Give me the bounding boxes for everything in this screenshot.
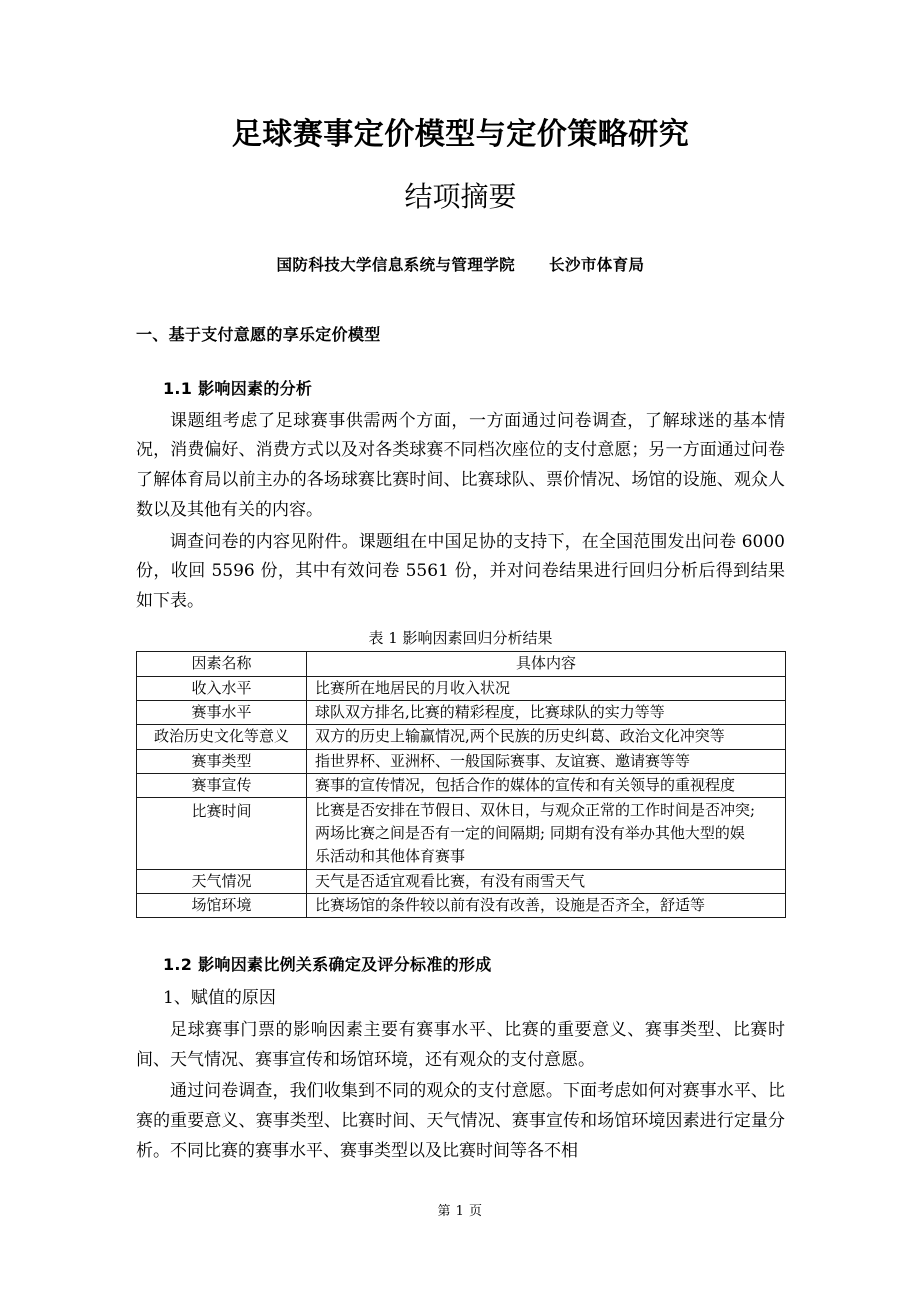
document-subtitle: 结项摘要 [404,179,517,213]
paragraph-1-1-a: 课题组考虑了足球赛事供需两个方面，一方面通过问卷调查，了解球迷的基本情况，消费偏好、消费方式以及对各类球赛不同档次座位的支付意愿；另一方面通过问卷了解体育局以前主办的各场球赛比赛时间、比赛球队、票价情况、场馆的设施、观众人数以及其他有关的内容。 [136,410,785,520]
table-cell-detail: 球队双方排名,比赛的精彩程度，比赛球队的实力等等 [307,701,786,725]
table-row [137,869,786,893]
document-title: 足球赛事定价模型与定价策略研究 [231,117,690,152]
table-cell-detail: 比赛所在地居民的月收入状况 [307,676,786,700]
table-row [137,773,786,797]
section-heading-1-2: 1.2 影响因素比例关系确定及评分标准的形成 [163,955,492,975]
table-cell-factor-name: 赛事宣传 [137,773,307,797]
table-cell-detail-line: 比赛是否安排在节假日、双休日，与观众正常的工作时间是否冲突; [315,801,756,820]
table-cell-detail: 指世界杯、亚洲杯、一般国际赛事、友谊赛、邀请赛等等 [307,749,786,773]
table-cell-factor-name: 赛事水平 [137,701,307,725]
table-cell-detail: 赛事的宣传情况，包括合作的媒体的宣传和有关领导的重视程度 [307,773,786,797]
table-caption: 表 1 影响因素回归分析结果 [368,628,553,647]
table-cell-detail: 天气是否适宜观看比赛，有没有雨雪天气 [307,869,786,893]
table-cell-detail-line: 乐活动和其他体育赛事 [315,846,466,865]
table-cell-factor-name: 赛事类型 [137,749,307,773]
table-cell-detail [307,798,786,869]
table-cell-factor-name: 比赛时间 [137,798,307,869]
table-cell-factor-name: 场馆环境 [137,893,307,917]
table-row [137,798,786,869]
section-heading-1: 一、基于支付意愿的享乐定价模型 [136,324,381,344]
table-cell-detail: 比赛场馆的条件较以前有没有改善，设施是否齐全，舒适等 [307,893,786,917]
table-row [137,893,786,917]
section-heading-1-1: 1.1 影响因素的分析 [163,378,313,398]
table-header-factor-name: 因素名称 [137,652,307,676]
table-row [137,749,786,773]
page-content [136,0,785,1167]
page-footer: 第 1 页 [437,1204,483,1219]
factors-table [136,651,786,918]
affiliation-university: 国防科技大学信息系统与管理学院 [276,255,516,274]
table-row [137,701,786,725]
affiliation-bureau: 长沙市体育局 [549,255,645,274]
table-cell-factor-name: 收入水平 [137,676,307,700]
table-header-row [137,652,786,676]
paragraph-1-2-a: 足球赛事门票的影响因素主要有赛事水平、比赛的重要意义、赛事类型、比赛时间、天气情况、赛事宣传和场馆环境，还有观众的支付意愿。 [136,1019,785,1070]
subsection-label-1-2-1: 1、赋值的原因 [163,988,276,1009]
affiliation-line [136,213,785,275]
table-row [137,676,786,700]
paragraph-1-1-b: 调查问卷的内容见附件。课题组在中国足协的支持下，在全国范围发出问卷 6000 份，收回 5596 份，其中有效问卷 5561 份，并对问卷结果进行回归分析后得到结果如下表。 [136,531,785,612]
paragraph-1-2-b: 通过问卷调查，我们收集到不同的观众的支付意愿。下面考虑如何对赛事水平、比赛的重要意义、赛事类型、比赛时间、天气情况、赛事宣传和场馆环境因素进行定量分析。不同比赛的赛事水平、赛事类型以及比赛时间等各不相 [136,1081,785,1161]
table-header-detail: 具体内容 [307,652,786,676]
table-cell-detail: 双方的历史上输赢情况,两个民族的历史纠葛、政治文化冲突等 [307,725,786,749]
table-cell-factor-name: 政治历史文化等意义 [137,725,307,749]
table-cell-detail-line: 两场比赛之间是否有一定的间隔期; 同期有没有举办其他大型的娱 [315,824,745,843]
table-cell-factor-name: 天气情况 [137,869,307,893]
table-row [137,725,786,749]
